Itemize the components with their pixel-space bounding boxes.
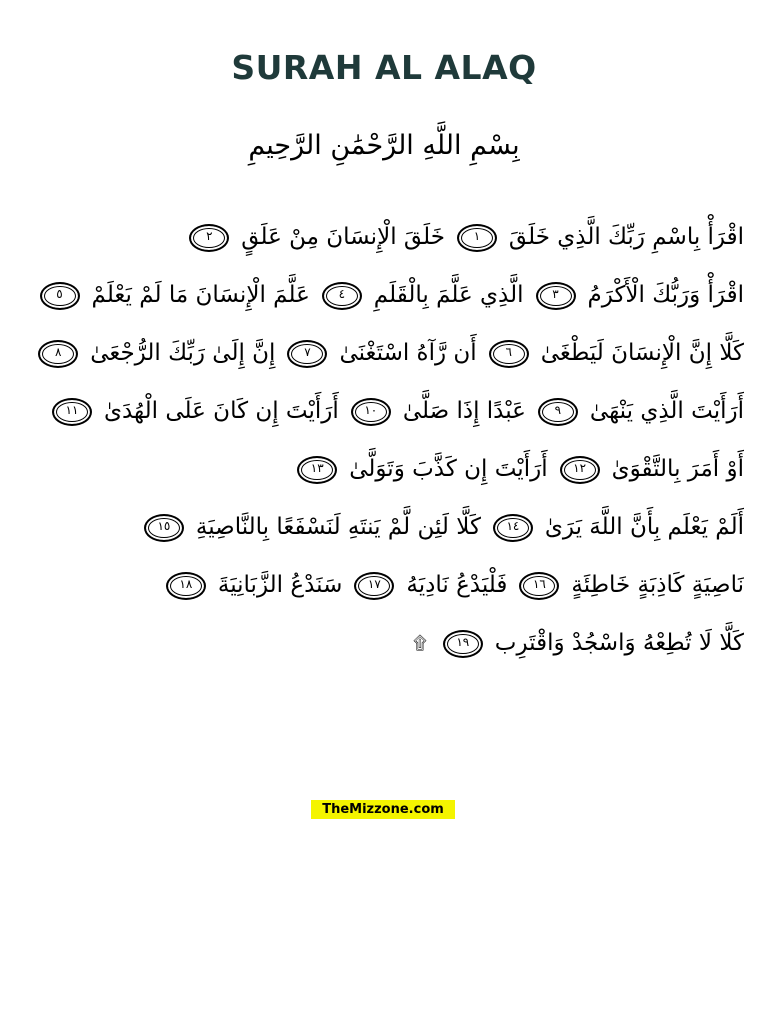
ayah-number-marker: ١٤: [493, 514, 533, 542]
ayah-text: الَّذِي عَلَّمَ بِالْقَلَمِ: [373, 282, 524, 308]
ayah-text: خَلَقَ الْإِنسَانَ مِنْ عَلَقٍ: [241, 224, 445, 250]
ayah-text: اقْرَأْ وَرَبُّكَ الْأَكْرَمُ: [587, 282, 744, 308]
ayah-number-marker: ١٦: [519, 572, 559, 600]
ayah-text: أَلَمْ يَعْلَم بِأَنَّ اللَّهَ يَرَىٰ: [544, 514, 744, 540]
ayah-text: أَرَأَيْتَ إِن كَانَ عَلَى الْهُدَىٰ: [103, 398, 339, 424]
ayah-number-marker: ١٥: [144, 514, 184, 542]
basmala: بِسْمِ اللَّهِ الرَّحْمَٰنِ الرَّحِيمِ: [248, 130, 520, 161]
verse-line: [22, 266, 744, 324]
ayah-number-marker: ٤: [322, 282, 362, 310]
ayah-number-marker: ٨: [38, 340, 78, 368]
website-badge: TheMizzone.com: [311, 800, 455, 819]
verses-block: [22, 208, 744, 672]
ayah-text: إِنَّ إِلَىٰ رَبِّكَ الرُّجْعَىٰ: [90, 340, 276, 366]
ayah-text: أَوْ أَمَرَ بِالتَّقْوَىٰ: [611, 456, 744, 482]
ayah-number-marker: ٣: [536, 282, 576, 310]
ayah-number-marker: ١٧: [354, 572, 394, 600]
verse-line: [22, 382, 744, 440]
ayah-text: سَنَدْعُ الزَّبَانِيَةَ: [217, 572, 343, 598]
ayah-number-marker: ٦: [489, 340, 529, 368]
verse-line: [22, 208, 744, 266]
ayah-text: أَرَأَيْتَ الَّذِي يَنْهَىٰ: [589, 398, 744, 424]
ayah-number-marker: ٢: [189, 224, 229, 252]
ayah-number-marker: ١٣: [297, 456, 337, 484]
ayah-text: كَلَّا إِنَّ الْإِنسَانَ لَيَطْغَىٰ: [540, 340, 744, 366]
ayah-number-marker: ١: [457, 224, 497, 252]
ayah-number-marker: ١٢: [560, 456, 600, 484]
verse-line: [22, 498, 744, 556]
ayah-text: عَبْدًا إِذَا صَلَّىٰ: [402, 398, 526, 424]
ayah-number-marker: ١١: [52, 398, 92, 426]
ayah-text: عَلَّمَ الْإِنسَانَ مَا لَمْ يَعْلَمْ: [91, 282, 310, 308]
page-title: SURAH AL ALAQ: [231, 48, 537, 87]
ayah-text: نَاصِيَةٍ كَاذِبَةٍ خَاطِئَةٍ: [571, 572, 744, 598]
sajdah-icon: ۩: [413, 632, 427, 654]
ayah-text: أَرَأَيْتَ إِن كَذَّبَ وَتَوَلَّىٰ: [349, 456, 548, 482]
verse-line: [22, 614, 744, 672]
ayah-text: كَلَّا لَئِن لَّمْ يَنتَهِ لَنَسْفَعًا بِالنَّاصِيَةِ: [195, 514, 481, 540]
verse-line: [22, 440, 744, 498]
ayah-number-marker: ٩: [538, 398, 578, 426]
ayah-number-marker: ٧: [287, 340, 327, 368]
ayah-number-marker: ٥: [40, 282, 80, 310]
ayah-text: اقْرَأْ بِاسْمِ رَبِّكَ الَّذِي خَلَقَ: [508, 224, 744, 250]
ayah-number-marker: ١٨: [166, 572, 206, 600]
ayah-text: أَن رَّآهُ اسْتَغْنَىٰ: [339, 340, 477, 366]
verse-line: [22, 556, 744, 614]
ayah-text: فَلْيَدْعُ نَادِيَهُ: [406, 572, 508, 598]
ayah-number-marker: ١٠: [351, 398, 391, 426]
ayah-text: كَلَّا لَا تُطِعْهُ وَاسْجُدْ وَاقْتَرِب: [494, 630, 744, 656]
verse-line: [22, 324, 744, 382]
ayah-number-marker: ١٩: [443, 630, 483, 658]
